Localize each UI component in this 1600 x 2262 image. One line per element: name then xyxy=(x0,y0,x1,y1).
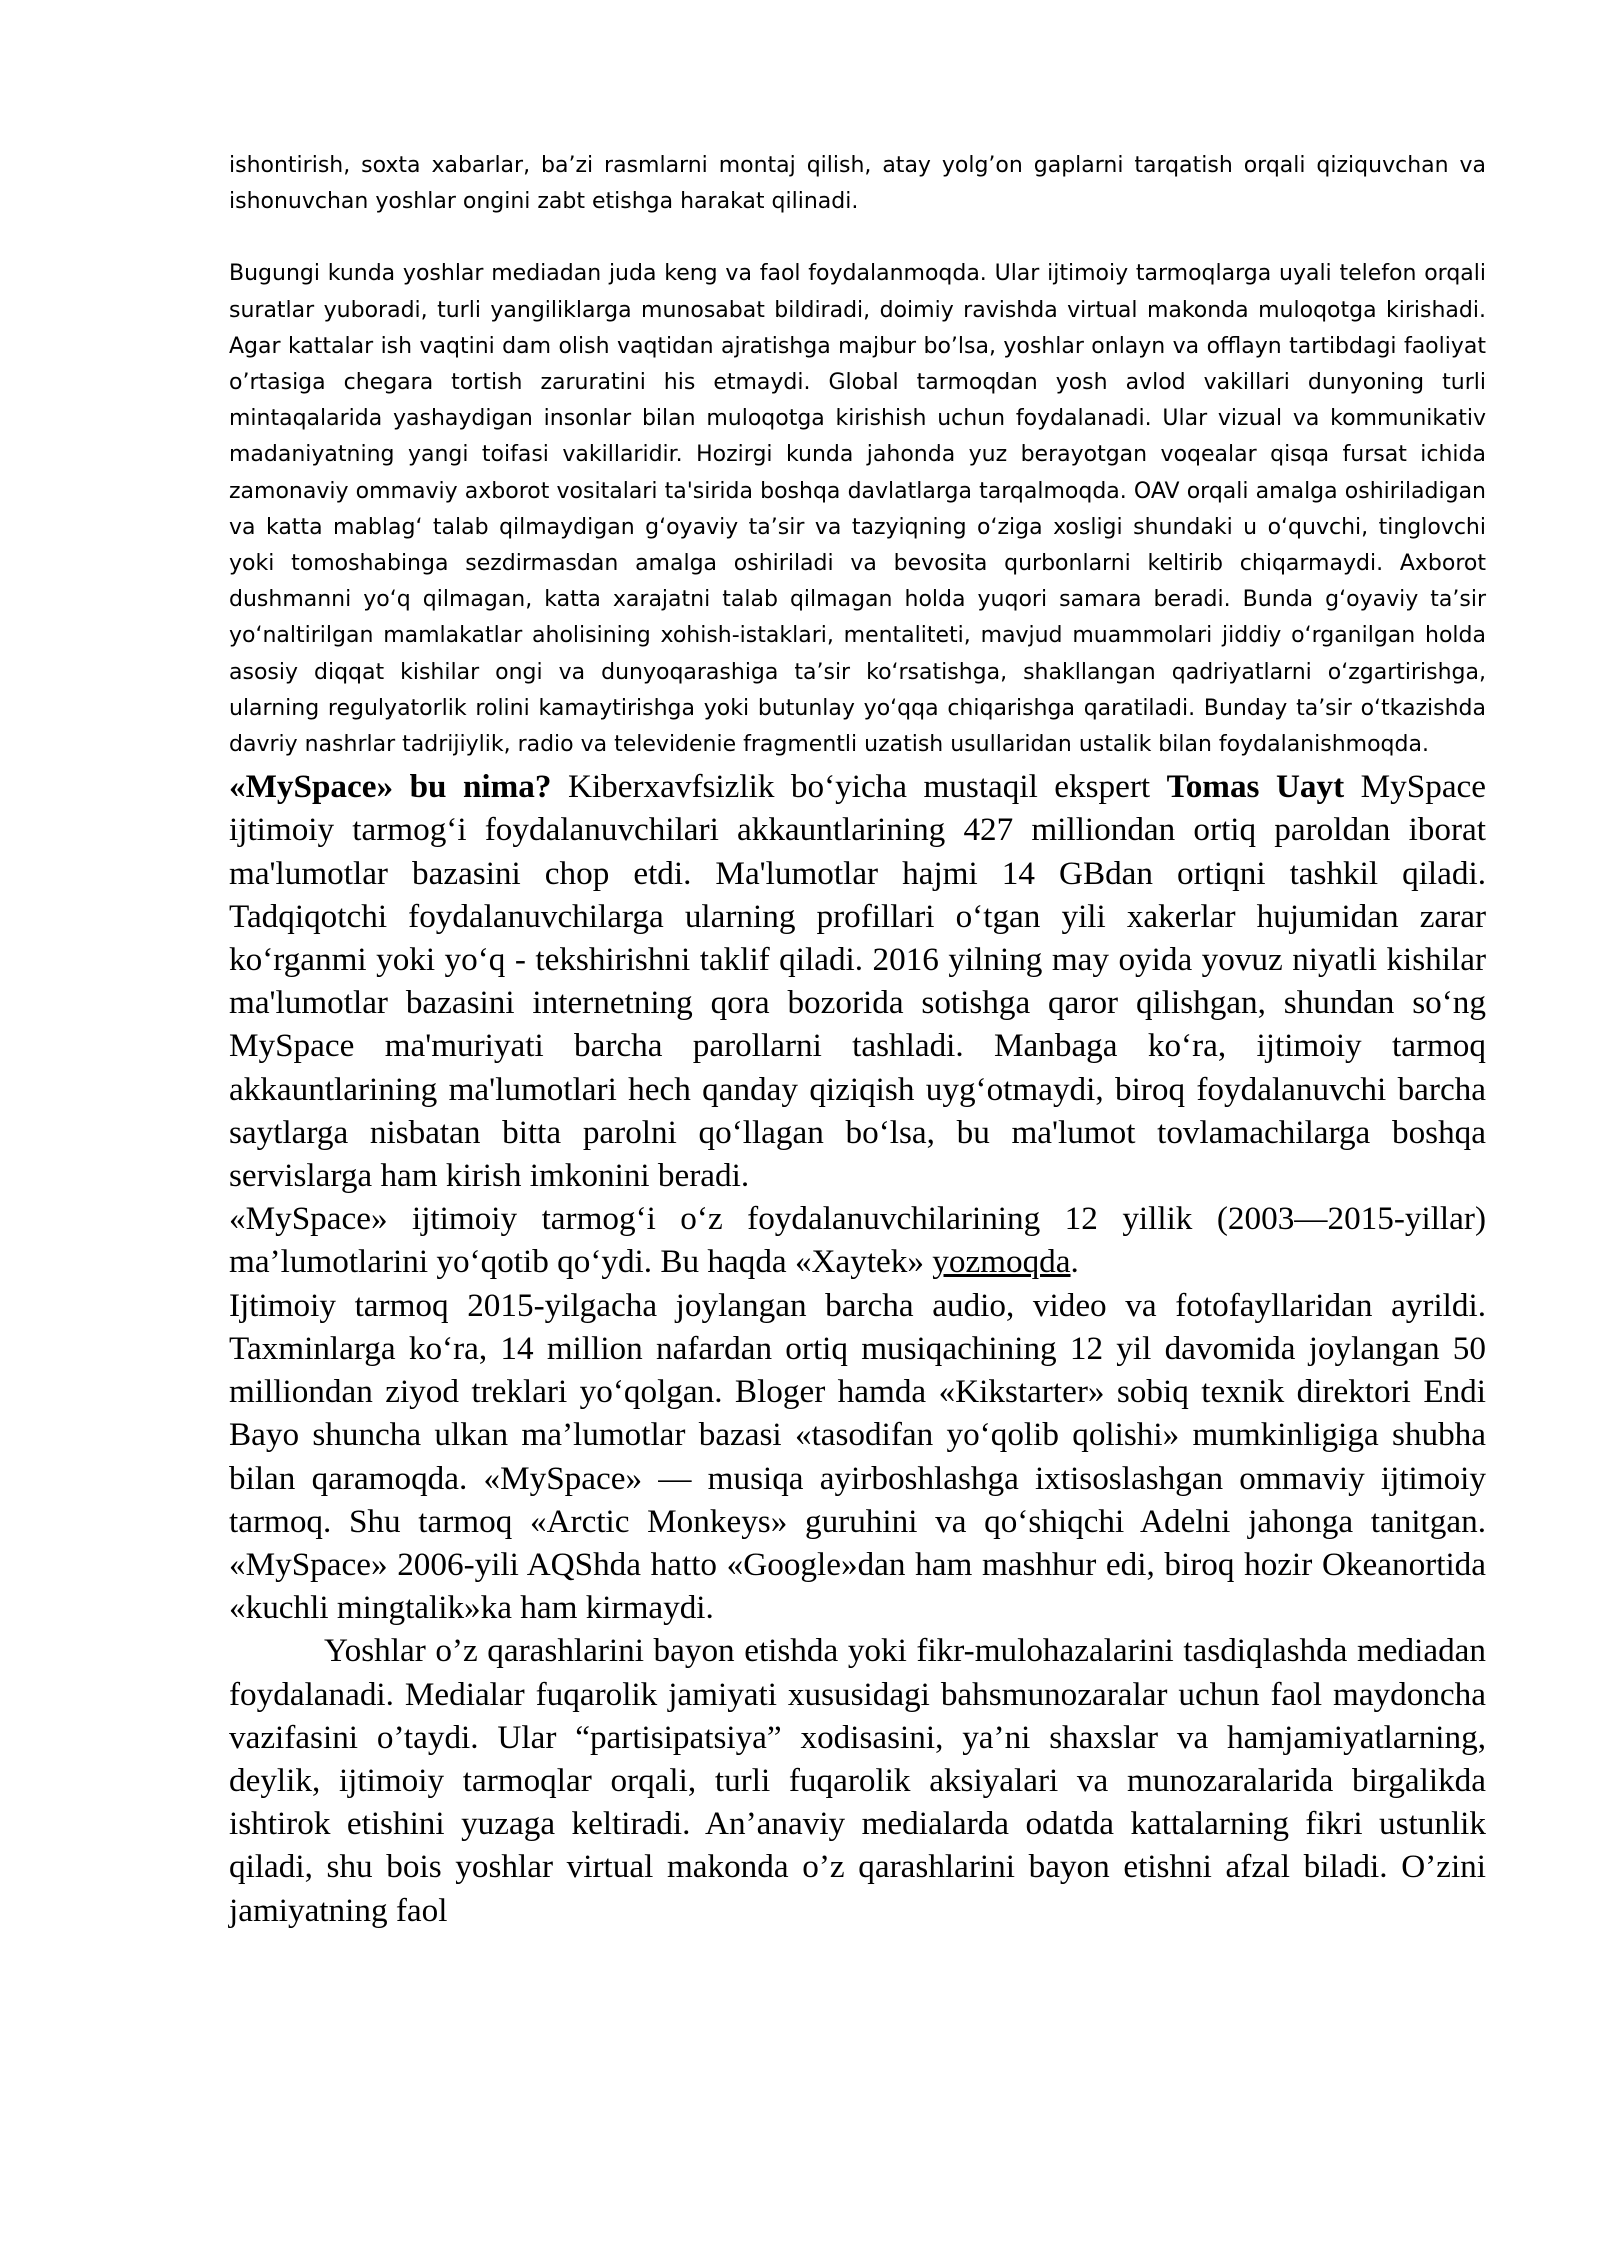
paragraph-social-network: Ijtimoiy tarmoq 2015-yilgacha joylangan barcha audio, video va fotofayllaridan ayrildi. Taxminlarga ko‘ra, 14 million nafardan ortiq musiqachining 12 yil davomida joylangan 50 milliondan ziyod treklari yo‘qolgan. Bloger hamda «Kikstarter» sobiq texnik direktori Endi Bayo shuncha ulkan ma’lumotlar bazasi «tasodifan yo‘qolib qolishi» mumkinligiga shubha bilan qaramoqda. «MySpace» — musiqa ayirboshlashga ixtisoslashgan ommaviy ijtimoiy tarmoq. Shu tarmoq «Arctic Monkeys» guruhini va qo‘shiqchi Adelni jahonga tanitgan. «MySpace» 2006-yili AQShda hatto «Google»dan ham mashhur edi, biroq hozir Okeanortida «kuchli mingtalik»ka ham kirmaydi. xyxy=(229,1286,1486,1627)
myspace-section xyxy=(229,765,1486,1931)
intro-text-2: MySpace ijtimoiy tarmog‘i foydalanuvchilari akkauntlarining 427 milliondan ortiq paroldan iborat ma'lumotlar bazasini chop etdi. Ma'lumotlar hajmi 14 GBdan ortiqni tashkil qiladi. Tadqiqotchi foydalanuvchilarga ularning profillari o‘tgan yili xakerlar hujumidan zarar ko‘rganmi yoki yo‘q - tekshirishni taklif qiladi. 2016 yilning may oyida yovuz niyatli kishilar ma'lumotlar bazasini internetning qora bozorida sotishga qaror qilishgan, shundan so‘ng MySpace ma'muriyati barcha parollarni tashladi. Manbaga ko‘ra, ijtimoiy tarmoq akkauntlarining ma'lumotlari hech qanday qiziqish uyg‘otmaydi, biroq foydalanuvchi barcha saytlarga nisbatan bitta parolni qo‘llagan bo‘lsa, bu ma'lumot tovlamachilarga boshqa servislarga ham kirish imkonini beradi. xyxy=(229,768,1487,1195)
intro-text-1: Kiberxavfsizlik bo‘yicha mustaqil ekspert xyxy=(551,768,1167,806)
paragraph-data-loss xyxy=(229,1197,1486,1283)
expert-name: Tomas Uayt xyxy=(1166,768,1345,806)
paragraph-1: ishontirish, soxta xabarlar, ba’zi rasmlarni montaj qilish, atay yolg’on gaplarni tarqatish orqali qiziquvchan va ishonuvchan yoshlar ongini zabt etishga harakat qilinadi. xyxy=(229,153,1486,215)
myspace-heading: «MySpace» bu nima? xyxy=(229,768,552,806)
document-page xyxy=(229,148,1486,1932)
paragraph-myspace-intro xyxy=(229,765,1486,1197)
data-loss-text: «MySpace» ijtimoiy tarmog‘i o‘z foydalanuvchilarining 12 yillik (2003—2015-yillar) ma’lumotlarini yo‘qotib qo‘ydi. Bu haqda «Xaytek» xyxy=(229,1200,1486,1281)
paragraph-youth-media: Yoshlar o’z qarashlarini bayon etishda yoki fikr-mulohazalarini tasdiqlashda mediadan foydalanadi. Medialar fuqarolik jamiyati xususidagi bahsmunozaralar uchun faol maydoncha vazifasini o’taydi. Ular “partisipatsiya” xodisasini, ya’ni shaxslar va hamjamiyatlarning, deylik, ijtimoiy tarmoqlar orqali, turli fuqarolik aksiyalari va munozaralarida birgalikda ishtirok etishini yuzaga keltiradi. An’anaviy medialarda odatda kattalarning fikri ustunlik qiladi, shu bois yoshlar virtual makonda o’z qarashlarini bayon etishni afzal biladi. O’zini jamiyatning faol xyxy=(229,1632,1486,1929)
paragraph-2: Bugungi kunda yoshlar mediadan juda keng va faol foydalanmoqda. Ular ijtimoiy tarmoqlarga uyali telefon orqali suratlar yuboradi, turli yangiliklarga munosabat bildiradi, doimiy ravishda virtual makonda muloqotga kirishadi. Agar kattalar ish vaqtini dam olish vaqtidan ajratishga majbur bo’lsa, yoshlar onlayn va offlayn tartibdagi faoliyat o’rtasiga chegara tortish zaruratini his etmaydi. Global tarmoqdan yosh avlod vakillari dunyoning turli mintaqalarida yashaydigan insonlar bilan muloqotga kirishish uchun foydalanadi. Ular vizual va kommunikativ madaniyatning yangi toifasi vakillaridir. Hozirgi kunda jahonda yuz berayotgan voqealar qisqa fursat ichida zamonaviy ommaviy axborot vositalari ta'sirida boshqa davlatlarga tarqalmoqda. OAV orqali amalga oshiriladigan va katta mablag‘ talab qilmaydigan g‘oyaviy ta’sir va tazyiqning o‘ziga xosligi shundaki u o‘quvchi, tinglovchi yoki tomoshabinga sezdirmasdan amalga oshiriladi va bevosita qurbonlarni keltirib chiqarmaydi. Axborot dushmanni yo‘q qilmagan, katta xarajatni talab qilmagan holda yuqori samara beradi. Bunda g‘oyaviy ta’sir yo‘naltirilgan mamlakatlar aholisining xohish-istaklari, mentaliteti, mavjud muammolari jiddiy o‘rganilgan holda asosiy diqqat kishilar ongi va dunyoqarashiga ta’sir ko‘rsatishga, shakllangan qadriyatlarni o‘zgartirishga, ularning regulyatorlik rolini kamaytirishga yoki butunlay yo‘qqa chiqarishga qaratiladi. Bunday ta’sir o‘tkazishda davriy nashrlar tadrijiylik, radio va televidenie fragmentli uzatish usullaridan ustalik bilan foydalanishmoqda. xyxy=(229,261,1486,758)
source-link[interactable]: yozmoqda xyxy=(932,1243,1071,1281)
data-loss-end: . xyxy=(1070,1243,1079,1281)
